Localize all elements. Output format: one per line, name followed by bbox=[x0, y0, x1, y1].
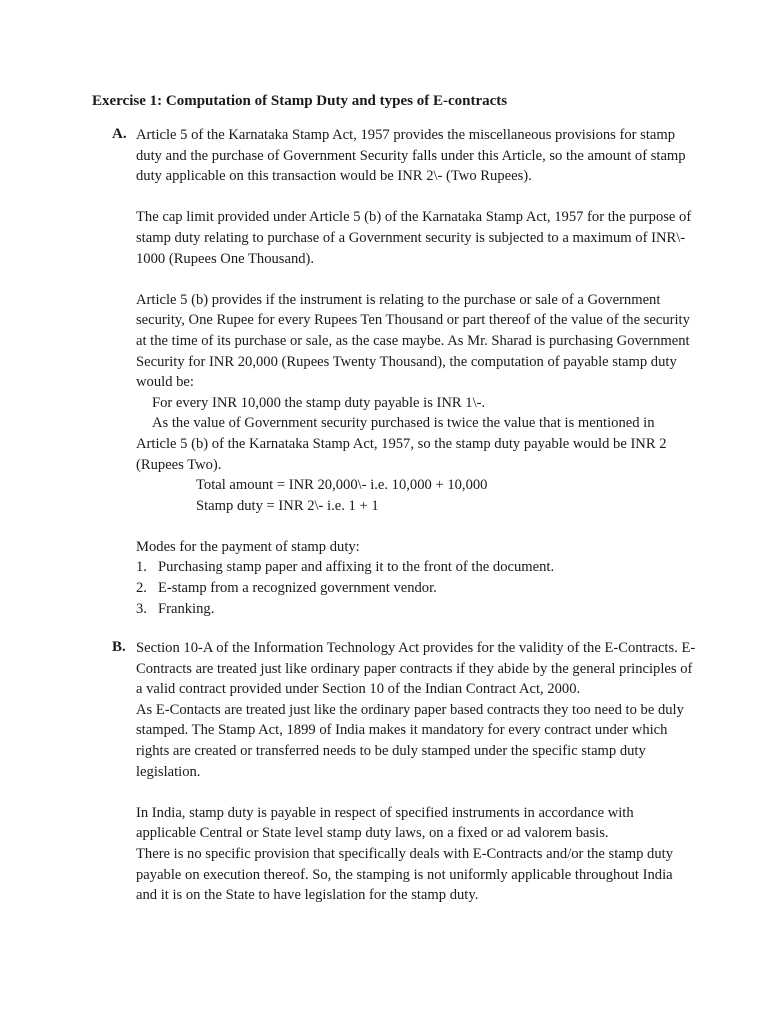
list-text: Purchasing stamp paper and affixing it to the front of the document. bbox=[158, 559, 555, 576]
section-b-paragraph-2: As E-Contacts are treated just like the ordinary paper based contracts they too need to be duly stamped. The Stamp Act, 1899 of India makes it mandatory for every contract under which rights are created or transferred needs to be duly stamped under the specific stamp duty legislation. bbox=[136, 701, 684, 780]
stamp-duty-line: Stamp duty = INR 2\- i.e. 1 + 1 bbox=[196, 497, 379, 514]
list-number: 1. bbox=[136, 559, 147, 576]
section-b-paragraph-3: In India, stamp duty is payable in respect of specified instruments in accordance with applicable Central or State level stamp duty laws, on a fixed or ad valorem basis. bbox=[136, 804, 634, 842]
section-a bbox=[136, 125, 696, 619]
section-a-paragraph-1: Article 5 of the Karnataka Stamp Act, 1957 provides the miscellaneous provisions for stamp duty and the purchase of Government Security falls under this Article, so the amount of stamp duty applicable on this transaction would be INR 2\- (Two Rupees). bbox=[136, 127, 686, 185]
section-b-paragraph-4: There is no specific provision that specifically deals with E-Contracts and/or the stamp duty payable on execution thereof. So, the stamping is not uniformly applicable throughout India and it is on the State to have legislation for the stamp duty. bbox=[136, 845, 673, 904]
section-b-paragraph-1: Section 10-A of the Information Technology Act provides for the validity of the E-Contracts. E-Contracts are treated just like ordinary paper contracts if they abide by the general principles of a valid contract provided under Section 10 of the Indian Contract Act, 2000. bbox=[136, 640, 696, 698]
list-text: Franking. bbox=[158, 600, 215, 617]
modes-list bbox=[136, 557, 696, 619]
list-item bbox=[136, 557, 696, 578]
list-number: 3. bbox=[136, 600, 147, 617]
calc-line-2-first: As the value of Government security purchased is twice the value that is mentioned in bbox=[152, 415, 655, 432]
section-a-paragraph-2: The cap limit provided under Article 5 (b) of the Karnataka Stamp Act, 1957 for the purpose of stamp duty relating to purchase of a Government security is subjected to a maximum of INR\- 1000 (Rupees One Thousand). bbox=[136, 209, 692, 267]
section-a-marker: A. bbox=[112, 126, 127, 142]
section-a-paragraph-3: Article 5 (b) provides if the instrument is relating to the purchase or sale of a Government security, One Rupee for every Rupees Ten Thousand or part thereof of the value of the security at the time of its purchase or sale, as the case maybe. As Mr. Sharad is purchasing Government Security for INR 20,000 (Rupees Twenty Thousand), the computation of payable stamp duty would be: bbox=[136, 291, 690, 391]
calc-line-1: For every INR 10,000 the stamp duty payable is INR 1\-. bbox=[152, 394, 486, 411]
calc-line-2-rest: Article 5 (b) of the Karnataka Stamp Act, 1957, so the stamp duty payable would be INR 2 (Rupees Two). bbox=[136, 435, 667, 473]
modes-heading: Modes for the payment of stamp duty: bbox=[136, 538, 360, 555]
section-b-marker: B. bbox=[112, 639, 126, 655]
section-b bbox=[136, 638, 696, 906]
list-number: 2. bbox=[136, 580, 147, 597]
list-item bbox=[136, 599, 696, 620]
list-item bbox=[136, 578, 696, 599]
page-title: Exercise 1: Computation of Stamp Duty and types of E-contracts bbox=[92, 93, 508, 109]
total-amount-line: Total amount = INR 20,000\- i.e. 10,000 + 10,000 bbox=[196, 477, 488, 494]
list-text: E-stamp from a recognized government vendor. bbox=[158, 580, 437, 597]
